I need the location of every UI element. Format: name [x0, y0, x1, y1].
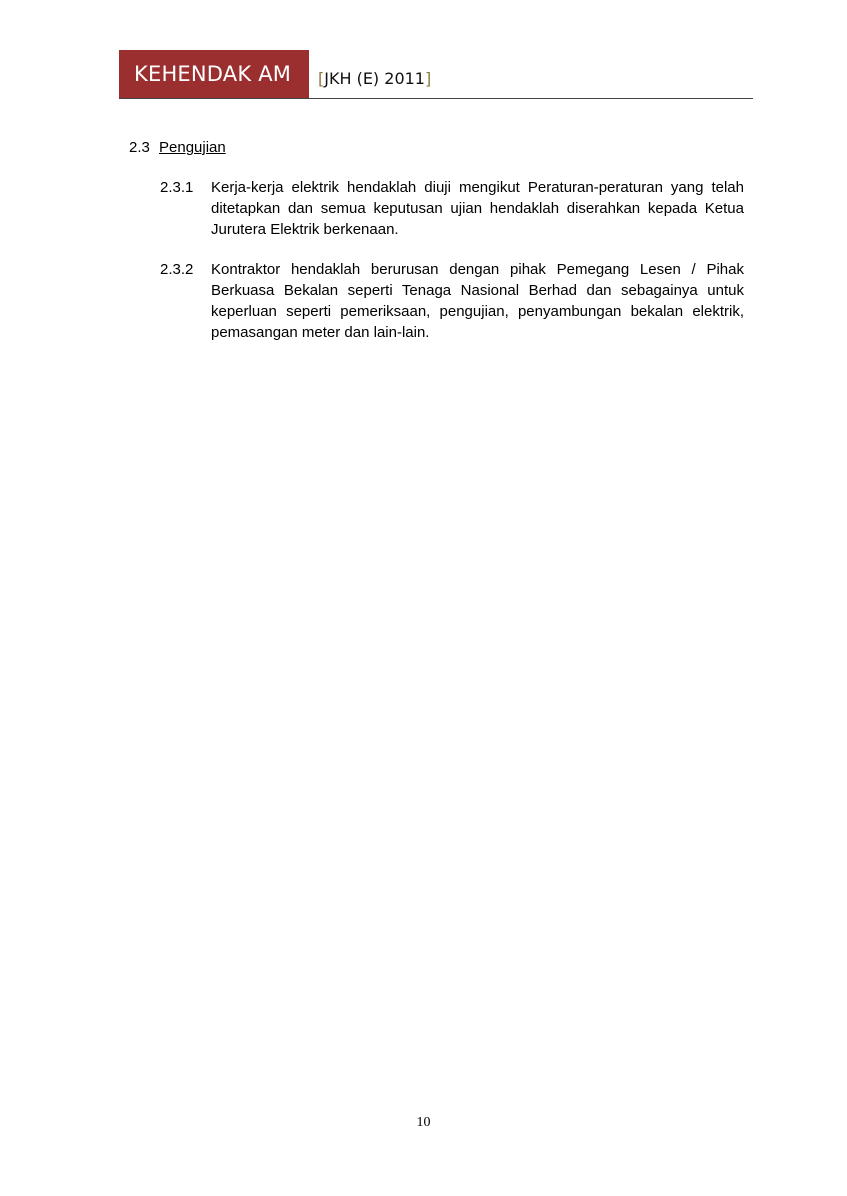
- page-number: 10: [416, 1115, 431, 1130]
- item-number: 2.3.2: [160, 261, 194, 278]
- page-header: [119, 50, 753, 100]
- item-text: Kontraktor hendaklah berurusan dengan pihak Pemegang Lesen / Pihak Berkuasa Bekalan seperti Tenaga Nasional Berhad dan sebagainya untuk keperluan seperti pemeriksaan, pengujian, penyambungan bekalan elektrik, pemasangan meter dan lain-lain.: [211, 261, 744, 341]
- header-title: KEHENDAK AM: [119, 50, 309, 98]
- item-text: Kerja-kerja elektrik hendaklah diuji mengikut Peraturan-peraturan yang telah ditetapkan dan semua keputusan ujian hendaklah diserahkan kepada Ketua Jurutera Elektrik berkenaan.: [211, 179, 744, 238]
- code-open-bracket: [: [318, 69, 325, 88]
- header-divider: [119, 98, 753, 99]
- list-item: [160, 259, 744, 343]
- code-close-bracket: ]: [424, 69, 432, 88]
- item-number: 2.3.1: [160, 179, 194, 196]
- section-number: 2.3: [129, 139, 150, 156]
- section-title: Pengujian: [159, 139, 226, 156]
- section-heading: [129, 138, 226, 157]
- document-code: [318, 68, 431, 90]
- list-item: [160, 177, 744, 240]
- document-code-text: JKH (E) 2011: [324, 69, 425, 88]
